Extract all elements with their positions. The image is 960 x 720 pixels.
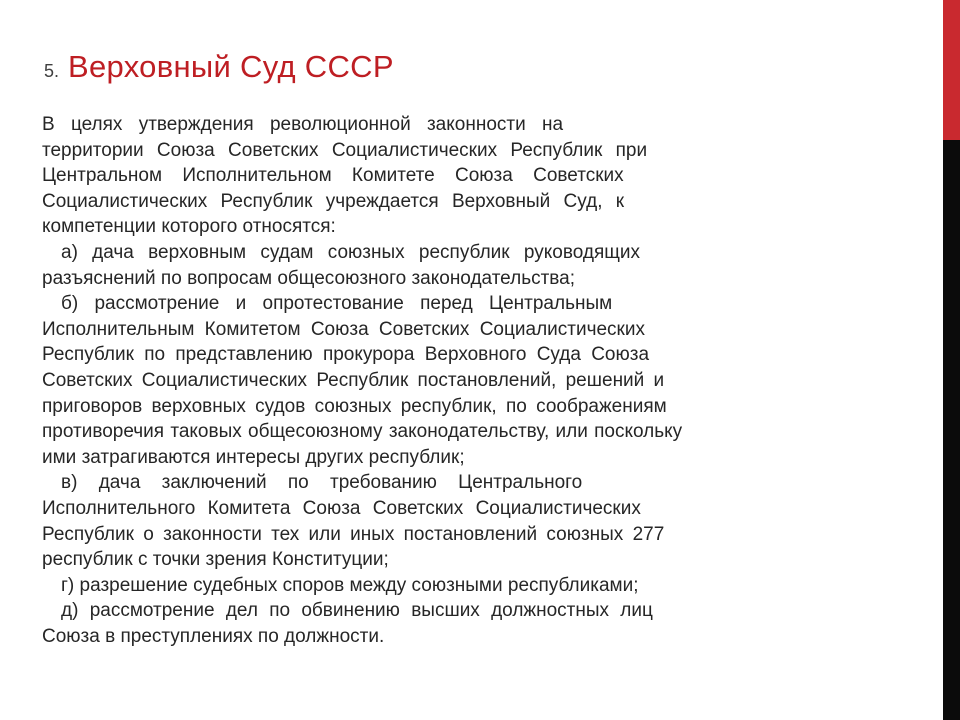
paragraph-item-d (42, 598, 732, 649)
slide-title-number: 5. (44, 61, 60, 81)
paragraph-item-g (42, 573, 732, 599)
text-line: В целях утверждения революционной законности на (42, 114, 564, 135)
text-line: Союза в преступлениях по должности. (42, 625, 385, 647)
text-line: противоречия таковых общесоюзному законодательству, или поскольку (42, 421, 683, 443)
text-line: г) разрешение судебных споров между союзными республиками; (61, 574, 639, 596)
text-line: Исполнительного Комитета Союза Советских Социалистических (42, 497, 641, 519)
text-line: территории Союза Советских Социалистических Республик при (42, 139, 648, 161)
text-line: Центральном Исполнительном Комитете Союза Советских (42, 165, 624, 187)
accent-stripe-black (943, 140, 960, 720)
text-line: Исполнительным Комитетом Союза Советских Социалистических (42, 318, 645, 340)
paragraph-item-v (42, 470, 732, 572)
slide-title (44, 48, 394, 85)
text-line: приговоров верховных судов союзных республик, по соображениям (42, 395, 667, 417)
paragraph-item-b (42, 291, 732, 470)
text-line: б) рассмотрение и опротестование перед Центральным (61, 293, 613, 315)
text-line: Республик по представлению прокурора Верховного Суда Союза (42, 344, 650, 366)
text-line: в) дача заключений по требованию Центрального (61, 472, 583, 494)
text-line: республик с точки зрения Конституции; (42, 549, 389, 571)
paragraph-intro (42, 112, 732, 240)
text-line: разъяснений по вопросам общесоюзного законодательства; (42, 267, 576, 289)
text-line: Социалистических Республик учреждается Верховный Суд, к (42, 190, 625, 212)
accent-stripe-red (943, 0, 960, 140)
text-line: компетенции которого относятся: (42, 216, 336, 238)
slide-title-text: Верховный Суд СССР (68, 49, 394, 84)
text-line: Советских Социалистических Республик постановлений, решений и (42, 369, 665, 391)
text-line: а) дача верховным судам союзных республик руководящих (61, 241, 640, 263)
slide-body-text (42, 112, 732, 649)
text-line: ими затрагиваются интересы других республик; (42, 446, 465, 468)
text-line: Республик о законности тех или иных постановлений союзных 277 (42, 523, 665, 545)
paragraph-item-a (42, 240, 732, 291)
text-line: д) рассмотрение дел по обвинению высших должностных лиц (61, 600, 653, 622)
